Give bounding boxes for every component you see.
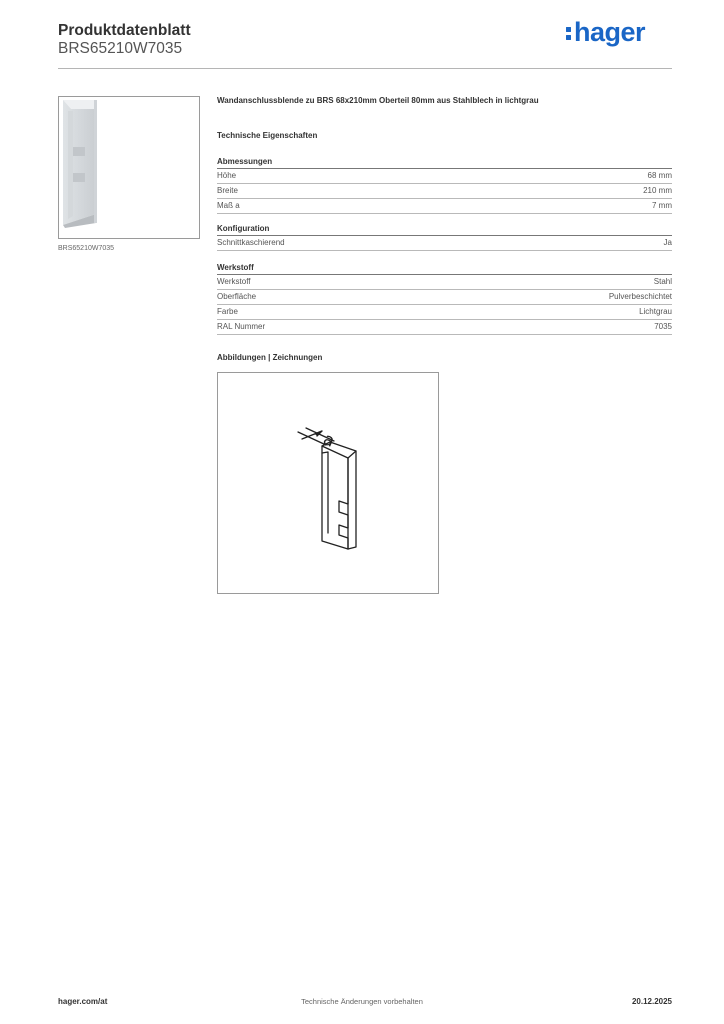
row-value: 210 mm [643, 186, 672, 195]
product-thumbnail [58, 96, 200, 239]
row-value: 68 mm [647, 171, 672, 180]
section-title: Abmessungen [217, 155, 672, 169]
article-number: BRS65210W7035 [58, 40, 183, 57]
table-row [217, 320, 672, 335]
row-value: Ja [663, 238, 672, 247]
row-label: Schnittkaschierend [217, 238, 285, 247]
row-value: Stahl [653, 277, 672, 286]
table-row [217, 290, 672, 305]
table-row [217, 275, 672, 290]
logo-text: hager [574, 17, 646, 47]
product-description: Wandanschlussblende zu BRS 68x210mm Oberteil 80mm aus Stahlblech in lichtgrau [217, 96, 539, 105]
table-row [217, 169, 672, 184]
page-title: Produktdatenblatt [58, 22, 191, 39]
row-label: RAL Nummer [217, 322, 266, 331]
thumbnail-caption: BRS65210W7035 [58, 245, 115, 252]
logo-dots-icon [566, 23, 573, 43]
footer-notice: Technische Änderungen vorbehalten [301, 997, 423, 1006]
row-label: Werkstoff [217, 277, 251, 286]
header-divider [58, 68, 672, 69]
section-material [217, 261, 672, 335]
dimension-drawing-icon [218, 373, 438, 593]
table-row [217, 184, 672, 199]
row-label: Maß a [217, 201, 240, 210]
footer-website-link[interactable]: hager.com/at [58, 997, 108, 1006]
section-dimensions [217, 155, 672, 214]
row-label: Oberfläche [217, 292, 257, 301]
technical-properties-heading: Technische Eigenschaften [217, 131, 318, 140]
row-value: 7 mm [652, 201, 672, 210]
row-value: Lichtgrau [639, 307, 672, 316]
technical-drawing [217, 372, 439, 594]
section-title: Konfiguration [217, 222, 672, 236]
footer-date: 20.12.2025 [631, 997, 672, 1006]
row-label: Breite [217, 186, 238, 195]
table-row [217, 305, 672, 320]
dimension-label-a: a [319, 429, 338, 452]
table-row [217, 199, 672, 214]
section-title: Werkstoff [217, 261, 672, 275]
section-configuration [217, 222, 672, 251]
drawings-heading: Abbildungen | Zeichnungen [217, 353, 323, 362]
product-photo-icon [59, 97, 199, 238]
row-value: 7035 [654, 322, 672, 331]
row-label: Farbe [217, 307, 238, 316]
row-value: Pulverbeschichtet [608, 292, 672, 301]
table-row [217, 236, 672, 251]
row-label: Höhe [217, 171, 237, 180]
brand-logo [566, 16, 645, 48]
